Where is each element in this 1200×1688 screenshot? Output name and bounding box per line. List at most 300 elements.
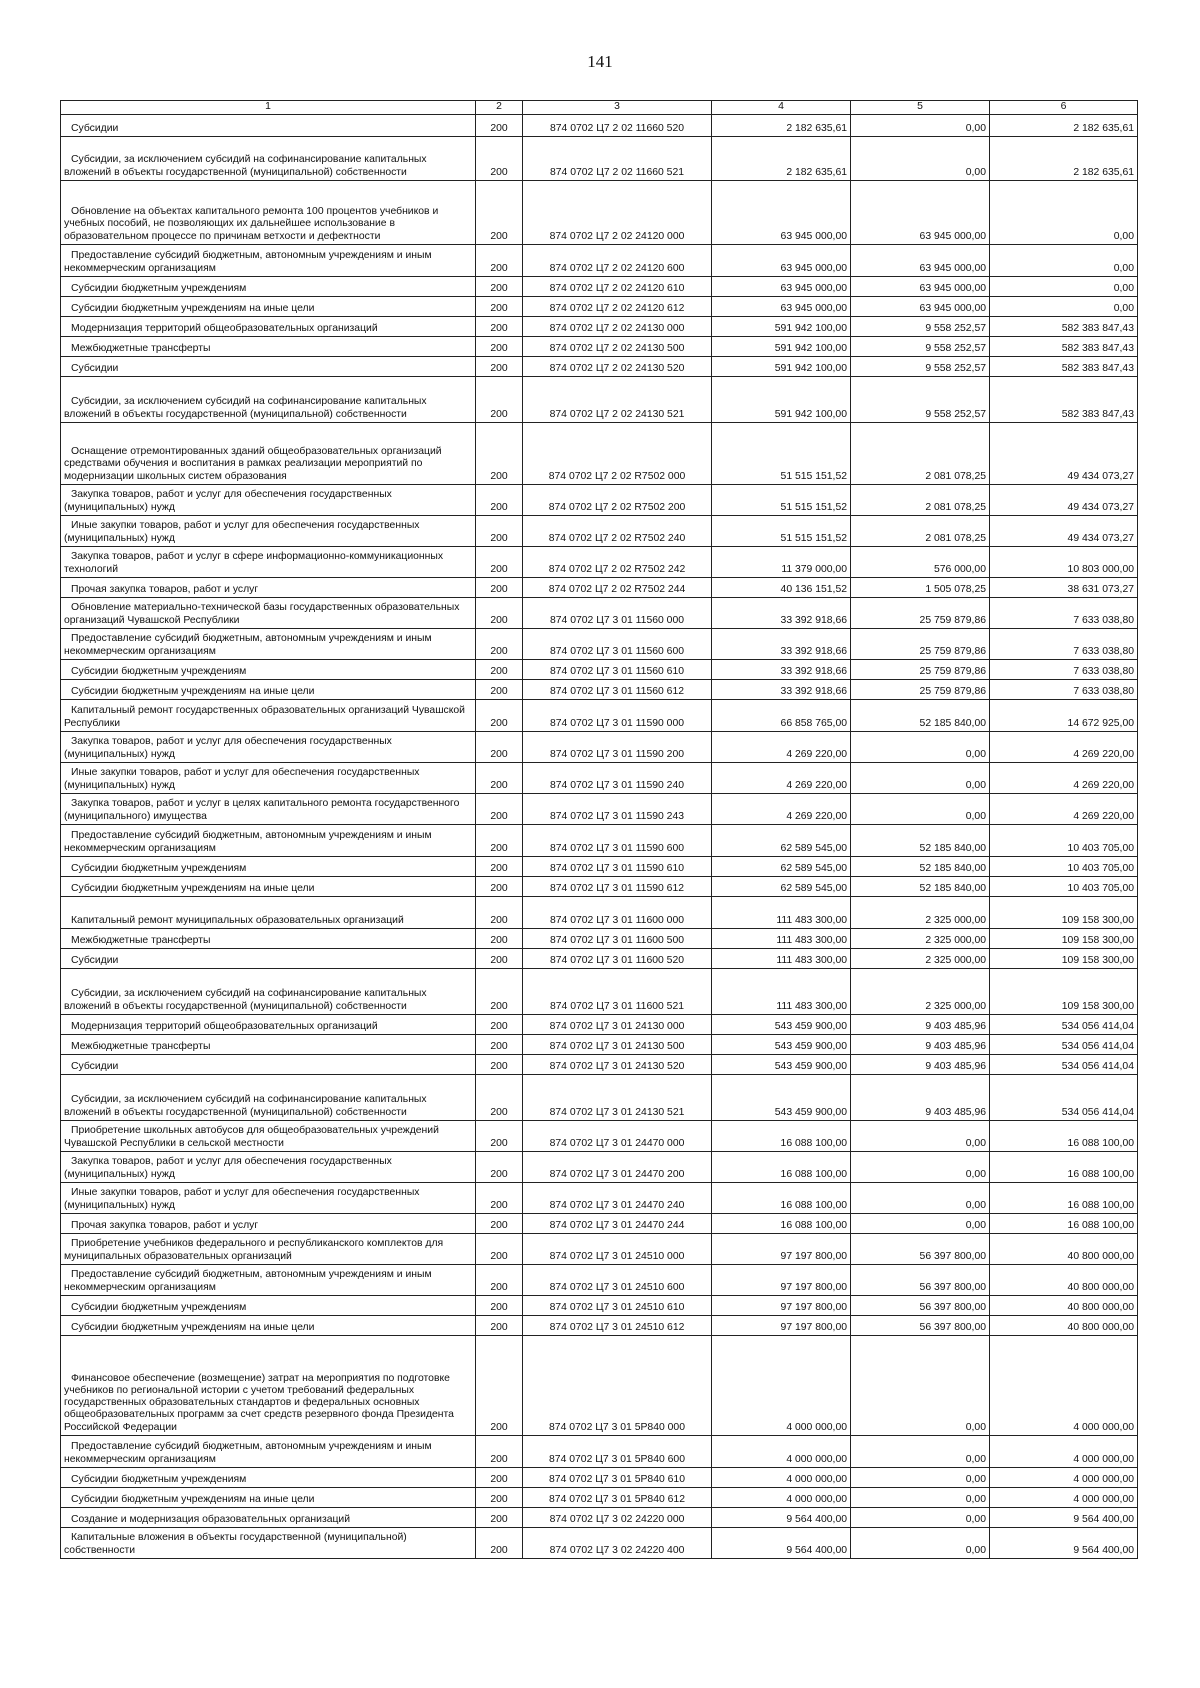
- row-line-code: 200: [476, 660, 523, 680]
- table-row: [61, 297, 1138, 317]
- row-amount-remaining: 16 088 100,00: [990, 1121, 1138, 1152]
- row-amount-remaining: 534 056 414,04: [990, 1055, 1138, 1075]
- row-name: Субсидии бюджетным учреждениям: [61, 1468, 476, 1488]
- row-amount-executed: 0,00: [851, 1436, 990, 1468]
- row-amount-plan: 4 000 000,00: [712, 1336, 851, 1436]
- row-amount-remaining: 10 403 705,00: [990, 877, 1138, 897]
- row-name: Межбюджетные трансферты: [61, 929, 476, 949]
- row-amount-executed: 63 945 000,00: [851, 181, 990, 245]
- row-amount-plan: 97 197 800,00: [712, 1316, 851, 1336]
- row-amount-plan: 33 392 918,66: [712, 629, 851, 660]
- row-amount-remaining: 582 383 847,43: [990, 337, 1138, 357]
- column-header-3: 3: [523, 101, 712, 115]
- row-amount-executed: 9 558 252,57: [851, 377, 990, 423]
- table-row: [61, 245, 1138, 277]
- row-amount-remaining: 4 269 220,00: [990, 732, 1138, 763]
- row-amount-remaining: 49 434 073,27: [990, 485, 1138, 516]
- row-name: Субсидии бюджетным учреждениям на иные цели: [61, 680, 476, 700]
- row-amount-executed: 0,00: [851, 1528, 990, 1559]
- row-classification-code: 874 0702 Ц7 3 01 5Р840 600: [523, 1436, 712, 1468]
- table-row: [61, 949, 1138, 969]
- row-amount-remaining: 534 056 414,04: [990, 1075, 1138, 1121]
- row-amount-executed: 9 558 252,57: [851, 317, 990, 337]
- row-classification-code: 874 0702 Ц7 3 01 11600 000: [523, 897, 712, 929]
- table-row: [61, 547, 1138, 578]
- row-amount-executed: 2 081 078,25: [851, 485, 990, 516]
- row-amount-plan: 63 945 000,00: [712, 181, 851, 245]
- row-amount-plan: 33 392 918,66: [712, 680, 851, 700]
- row-name: Субсидии бюджетным учреждениям: [61, 857, 476, 877]
- row-line-code: 200: [476, 1183, 523, 1214]
- row-amount-remaining: 16 088 100,00: [990, 1214, 1138, 1234]
- row-amount-executed: 25 759 879,86: [851, 680, 990, 700]
- row-amount-executed: 1 505 078,25: [851, 578, 990, 598]
- table-row: [61, 1015, 1138, 1035]
- row-name: Оснащение отремонтированных зданий общеобразовательных организаций средствами обучения и воспитания в рамках реализации мероприятий по модернизации школьных систем образования: [61, 423, 476, 485]
- table-row: [61, 115, 1138, 137]
- row-amount-executed: 25 759 879,86: [851, 598, 990, 629]
- row-classification-code: 874 0702 Ц7 3 01 5Р840 610: [523, 1468, 712, 1488]
- row-name: Приобретение учебников федерального и республиканского комплектов для муниципальных образовательных организаций: [61, 1234, 476, 1265]
- row-amount-plan: 33 392 918,66: [712, 598, 851, 629]
- row-amount-remaining: 16 088 100,00: [990, 1152, 1138, 1183]
- column-header-5: 5: [851, 101, 990, 115]
- row-line-code: 200: [476, 1436, 523, 1468]
- row-name: Обновление материально-технической базы государственных образовательных организаций Чувашской Республики: [61, 598, 476, 629]
- row-classification-code: 874 0702 Ц7 3 01 24470 000: [523, 1121, 712, 1152]
- table-row: [61, 1055, 1138, 1075]
- row-classification-code: 874 0702 Ц7 3 01 11590 243: [523, 794, 712, 825]
- column-header-6: 6: [990, 101, 1138, 115]
- row-name: Предоставление субсидий бюджетным, автономным учреждениям и иным некоммерческим организациям: [61, 1436, 476, 1468]
- row-amount-executed: 25 759 879,86: [851, 629, 990, 660]
- row-amount-plan: 4 269 220,00: [712, 794, 851, 825]
- row-amount-remaining: 40 800 000,00: [990, 1234, 1138, 1265]
- row-line-code: 200: [476, 1528, 523, 1559]
- row-classification-code: 874 0702 Ц7 3 01 24510 612: [523, 1316, 712, 1336]
- row-amount-remaining: 40 800 000,00: [990, 1265, 1138, 1296]
- row-classification-code: 874 0702 Ц7 3 01 11590 600: [523, 825, 712, 857]
- table-row: [61, 897, 1138, 929]
- row-amount-executed: 2 325 000,00: [851, 969, 990, 1015]
- row-name: Капитальный ремонт государственных образовательных организаций Чувашской Республики: [61, 700, 476, 732]
- row-name: Предоставление субсидий бюджетным, автономным учреждениям и иным некоммерческим организациям: [61, 629, 476, 660]
- row-amount-executed: 56 397 800,00: [851, 1296, 990, 1316]
- row-line-code: 200: [476, 1296, 523, 1316]
- row-classification-code: 874 0702 Ц7 2 02 11660 521: [523, 137, 712, 181]
- table-row: [61, 1152, 1138, 1183]
- row-amount-executed: 52 185 840,00: [851, 877, 990, 897]
- row-name: Обновление на объектах капитального ремонта 100 процентов учебников и учебных пособий, не позволяющих их дальнейшее использование в образовательном процессе по причинам ветхости и дефектности: [61, 181, 476, 245]
- table-row: [61, 1508, 1138, 1528]
- row-line-code: 200: [476, 337, 523, 357]
- row-line-code: 200: [476, 277, 523, 297]
- row-amount-executed: 9 558 252,57: [851, 337, 990, 357]
- row-classification-code: 874 0702 Ц7 2 02 24130 000: [523, 317, 712, 337]
- row-name: Закупка товаров, работ и услуг в целях капитального ремонта государственного (муниципального) имущества: [61, 794, 476, 825]
- row-classification-code: 874 0702 Ц7 3 01 11600 521: [523, 969, 712, 1015]
- row-amount-remaining: 109 158 300,00: [990, 949, 1138, 969]
- table-row: [61, 1075, 1138, 1121]
- row-name: Закупка товаров, работ и услуг для обеспечения государственных (муниципальных) нужд: [61, 485, 476, 516]
- column-header-1: 1: [61, 101, 476, 115]
- row-classification-code: 874 0702 Ц7 3 01 11560 612: [523, 680, 712, 700]
- row-classification-code: 874 0702 Ц7 2 02 R7502 000: [523, 423, 712, 485]
- row-line-code: 200: [476, 629, 523, 660]
- row-classification-code: 874 0702 Ц7 2 02 R7502 242: [523, 547, 712, 578]
- table-row: [61, 1214, 1138, 1234]
- column-header-4: 4: [712, 101, 851, 115]
- row-name: Субсидии бюджетным учреждениям на иные цели: [61, 1488, 476, 1508]
- row-line-code: 200: [476, 297, 523, 317]
- table-row: [61, 485, 1138, 516]
- row-name: Субсидии: [61, 1055, 476, 1075]
- row-classification-code: 874 0702 Ц7 3 01 11600 500: [523, 929, 712, 949]
- row-line-code: 200: [476, 1075, 523, 1121]
- row-line-code: 200: [476, 732, 523, 763]
- row-amount-remaining: 534 056 414,04: [990, 1035, 1138, 1055]
- row-line-code: 200: [476, 929, 523, 949]
- row-amount-remaining: 10 803 000,00: [990, 547, 1138, 578]
- table-row: [61, 857, 1138, 877]
- row-amount-remaining: 7 633 038,80: [990, 598, 1138, 629]
- row-amount-remaining: 109 158 300,00: [990, 929, 1138, 949]
- row-name: Закупка товаров, работ и услуг в сфере информационно-коммуникационных технологий: [61, 547, 476, 578]
- row-name: Субсидии бюджетным учреждениям: [61, 660, 476, 680]
- row-amount-executed: 9 403 485,96: [851, 1035, 990, 1055]
- row-name: Субсидии: [61, 357, 476, 377]
- row-line-code: 200: [476, 547, 523, 578]
- row-amount-plan: 63 945 000,00: [712, 277, 851, 297]
- row-amount-remaining: 582 383 847,43: [990, 317, 1138, 337]
- row-amount-plan: 591 942 100,00: [712, 377, 851, 423]
- row-name: Субсидии, за исключением субсидий на софинансирование капитальных вложений в объекты государственной (муниципальной) собственности: [61, 137, 476, 181]
- row-classification-code: 874 0702 Ц7 2 02 24120 610: [523, 277, 712, 297]
- row-amount-executed: 25 759 879,86: [851, 660, 990, 680]
- row-amount-executed: 56 397 800,00: [851, 1265, 990, 1296]
- row-name: Субсидии, за исключением субсидий на софинансирование капитальных вложений в объекты государственной (муниципальной) собственности: [61, 1075, 476, 1121]
- table-row: [61, 137, 1138, 181]
- row-amount-remaining: 14 672 925,00: [990, 700, 1138, 732]
- row-name: Предоставление субсидий бюджетным, автономным учреждениям и иным некоммерческим организациям: [61, 825, 476, 857]
- row-amount-plan: 97 197 800,00: [712, 1296, 851, 1316]
- table-row: [61, 1488, 1138, 1508]
- row-amount-plan: 2 182 635,61: [712, 115, 851, 137]
- row-line-code: 200: [476, 1121, 523, 1152]
- table-row: [61, 1035, 1138, 1055]
- row-name: Иные закупки товаров, работ и услуг для обеспечения государственных (муниципальных) нужд: [61, 763, 476, 794]
- row-line-code: 200: [476, 137, 523, 181]
- row-amount-remaining: 40 800 000,00: [990, 1296, 1138, 1316]
- row-amount-executed: 9 403 485,96: [851, 1055, 990, 1075]
- row-amount-executed: 2 325 000,00: [851, 897, 990, 929]
- table-row: [61, 1121, 1138, 1152]
- row-amount-remaining: 582 383 847,43: [990, 357, 1138, 377]
- row-amount-remaining: 109 158 300,00: [990, 969, 1138, 1015]
- row-name: Субсидии: [61, 949, 476, 969]
- row-amount-executed: 0,00: [851, 763, 990, 794]
- row-amount-executed: 9 403 485,96: [851, 1075, 990, 1121]
- row-amount-remaining: 0,00: [990, 277, 1138, 297]
- table-row: [61, 763, 1138, 794]
- row-amount-executed: 0,00: [851, 1468, 990, 1488]
- row-line-code: 200: [476, 245, 523, 277]
- table-row: [61, 1183, 1138, 1214]
- row-amount-remaining: 4 000 000,00: [990, 1336, 1138, 1436]
- table-row: [61, 660, 1138, 680]
- row-amount-plan: 62 589 545,00: [712, 825, 851, 857]
- row-amount-remaining: 109 158 300,00: [990, 897, 1138, 929]
- table-row: [61, 1528, 1138, 1559]
- table-row: [61, 337, 1138, 357]
- row-classification-code: 874 0702 Ц7 3 01 24510 000: [523, 1234, 712, 1265]
- row-amount-plan: 543 459 900,00: [712, 1055, 851, 1075]
- row-amount-plan: 543 459 900,00: [712, 1035, 851, 1055]
- row-amount-remaining: 7 633 038,80: [990, 629, 1138, 660]
- row-amount-executed: 0,00: [851, 794, 990, 825]
- row-amount-plan: 9 564 400,00: [712, 1528, 851, 1559]
- row-line-code: 200: [476, 1015, 523, 1035]
- row-amount-remaining: 7 633 038,80: [990, 680, 1138, 700]
- row-line-code: 200: [476, 423, 523, 485]
- table-row: [61, 929, 1138, 949]
- row-line-code: 200: [476, 115, 523, 137]
- row-amount-remaining: 49 434 073,27: [990, 516, 1138, 547]
- row-line-code: 200: [476, 877, 523, 897]
- row-line-code: 200: [476, 578, 523, 598]
- row-amount-plan: 16 088 100,00: [712, 1152, 851, 1183]
- row-amount-remaining: 38 631 073,27: [990, 578, 1138, 598]
- table-row: [61, 357, 1138, 377]
- row-classification-code: 874 0702 Ц7 3 01 11590 000: [523, 700, 712, 732]
- page-number: 141: [587, 52, 613, 71]
- row-amount-plan: 111 483 300,00: [712, 929, 851, 949]
- row-amount-plan: 97 197 800,00: [712, 1234, 851, 1265]
- table-row: [61, 377, 1138, 423]
- row-amount-executed: 63 945 000,00: [851, 245, 990, 277]
- row-amount-executed: 0,00: [851, 1488, 990, 1508]
- row-name: Финансовое обеспечение (возмещение) затрат на мероприятия по подготовке учебников по региональной истории с учетом требований федеральных государственных образовательных стандартов и федеральных основных общеобразовательных программ за счет средств резервного фонда Президента Российской Федерации: [61, 1336, 476, 1436]
- row-amount-executed: 52 185 840,00: [851, 857, 990, 877]
- row-line-code: 200: [476, 1152, 523, 1183]
- row-name: Предоставление субсидий бюджетным, автономным учреждениям и иным некоммерческим организациям: [61, 245, 476, 277]
- row-amount-executed: 0,00: [851, 1152, 990, 1183]
- row-amount-plan: 33 392 918,66: [712, 660, 851, 680]
- row-line-code: 200: [476, 377, 523, 423]
- row-name: Капитальный ремонт муниципальных образовательных организаций: [61, 897, 476, 929]
- row-amount-plan: 591 942 100,00: [712, 317, 851, 337]
- row-line-code: 200: [476, 825, 523, 857]
- table-row: [61, 877, 1138, 897]
- row-name: Иные закупки товаров, работ и услуг для обеспечения государственных (муниципальных) нужд: [61, 1183, 476, 1214]
- row-amount-executed: 52 185 840,00: [851, 700, 990, 732]
- row-name: Модернизация территорий общеобразовательных организаций: [61, 1015, 476, 1035]
- table-row: [61, 825, 1138, 857]
- row-amount-executed: 56 397 800,00: [851, 1234, 990, 1265]
- row-amount-remaining: 2 182 635,61: [990, 115, 1138, 137]
- table-row: [61, 598, 1138, 629]
- row-amount-remaining: 10 403 705,00: [990, 825, 1138, 857]
- row-line-code: 200: [476, 1468, 523, 1488]
- table-row: [61, 317, 1138, 337]
- row-name: Субсидии бюджетным учреждениям на иные цели: [61, 877, 476, 897]
- row-classification-code: 874 0702 Ц7 3 01 24510 600: [523, 1265, 712, 1296]
- table-row: [61, 578, 1138, 598]
- row-amount-executed: 0,00: [851, 1121, 990, 1152]
- row-name: Субсидии, за исключением субсидий на софинансирование капитальных вложений в объекты государственной (муниципальной) собственности: [61, 969, 476, 1015]
- row-line-code: 200: [476, 1508, 523, 1528]
- row-name: Субсидии бюджетным учреждениям: [61, 1296, 476, 1316]
- row-classification-code: 874 0702 Ц7 2 02 24130 500: [523, 337, 712, 357]
- table-row: [61, 1336, 1138, 1436]
- row-amount-executed: 9 403 485,96: [851, 1015, 990, 1035]
- row-classification-code: 874 0702 Ц7 3 01 11590 610: [523, 857, 712, 877]
- table-row: [61, 181, 1138, 245]
- row-line-code: 200: [476, 516, 523, 547]
- table-row: [61, 969, 1138, 1015]
- row-classification-code: 874 0702 Ц7 3 01 11590 200: [523, 732, 712, 763]
- row-classification-code: 874 0702 Ц7 2 02 R7502 240: [523, 516, 712, 547]
- row-amount-remaining: 534 056 414,04: [990, 1015, 1138, 1035]
- table-row: [61, 1468, 1138, 1488]
- table-row: [61, 423, 1138, 485]
- row-name: Межбюджетные трансферты: [61, 337, 476, 357]
- row-amount-executed: 0,00: [851, 1508, 990, 1528]
- row-amount-remaining: 4 269 220,00: [990, 763, 1138, 794]
- row-line-code: 200: [476, 1234, 523, 1265]
- row-line-code: 200: [476, 1336, 523, 1436]
- row-amount-executed: 576 000,00: [851, 547, 990, 578]
- row-classification-code: 874 0702 Ц7 2 02 R7502 200: [523, 485, 712, 516]
- row-classification-code: 874 0702 Ц7 2 02 24130 520: [523, 357, 712, 377]
- row-amount-executed: 63 945 000,00: [851, 297, 990, 317]
- row-amount-executed: 2 081 078,25: [851, 423, 990, 485]
- row-line-code: 200: [476, 181, 523, 245]
- row-amount-plan: 62 589 545,00: [712, 877, 851, 897]
- row-amount-plan: 4 269 220,00: [712, 732, 851, 763]
- row-amount-plan: 111 483 300,00: [712, 969, 851, 1015]
- row-amount-remaining: 0,00: [990, 245, 1138, 277]
- row-amount-plan: 51 515 151,52: [712, 516, 851, 547]
- row-amount-remaining: 10 403 705,00: [990, 857, 1138, 877]
- row-classification-code: 874 0702 Ц7 2 02 11660 520: [523, 115, 712, 137]
- row-amount-executed: 2 325 000,00: [851, 929, 990, 949]
- row-amount-executed: 2 325 000,00: [851, 949, 990, 969]
- row-amount-remaining: 16 088 100,00: [990, 1183, 1138, 1214]
- row-line-code: 200: [476, 485, 523, 516]
- row-classification-code: 874 0702 Ц7 3 01 11600 520: [523, 949, 712, 969]
- row-line-code: 200: [476, 794, 523, 825]
- row-amount-plan: 16 088 100,00: [712, 1121, 851, 1152]
- row-line-code: 200: [476, 357, 523, 377]
- row-amount-plan: 63 945 000,00: [712, 245, 851, 277]
- row-classification-code: 874 0702 Ц7 3 01 24130 520: [523, 1055, 712, 1075]
- table-row: [61, 516, 1138, 547]
- row-name: Субсидии бюджетным учреждениям на иные цели: [61, 297, 476, 317]
- row-classification-code: 874 0702 Ц7 3 01 11560 610: [523, 660, 712, 680]
- row-classification-code: 874 0702 Ц7 3 02 24220 400: [523, 1528, 712, 1559]
- row-amount-executed: 9 558 252,57: [851, 357, 990, 377]
- row-line-code: 200: [476, 857, 523, 877]
- row-amount-executed: 56 397 800,00: [851, 1316, 990, 1336]
- table-header: [61, 101, 1138, 115]
- row-amount-plan: 97 197 800,00: [712, 1265, 851, 1296]
- row-amount-executed: 0,00: [851, 732, 990, 763]
- row-amount-remaining: 9 564 400,00: [990, 1528, 1138, 1559]
- row-amount-plan: 9 564 400,00: [712, 1508, 851, 1528]
- table-body: [61, 115, 1138, 1559]
- row-amount-plan: 111 483 300,00: [712, 949, 851, 969]
- row-amount-plan: 40 136 151,52: [712, 578, 851, 598]
- row-amount-remaining: 4 269 220,00: [990, 794, 1138, 825]
- row-name: Иные закупки товаров, работ и услуг для обеспечения государственных (муниципальных) нужд: [61, 516, 476, 547]
- row-name: Субсидии, за исключением субсидий на софинансирование капитальных вложений в объекты государственной (муниципальной) собственности: [61, 377, 476, 423]
- table-row: [61, 1234, 1138, 1265]
- row-classification-code: 874 0702 Ц7 3 01 11590 612: [523, 877, 712, 897]
- row-amount-executed: 63 945 000,00: [851, 277, 990, 297]
- row-amount-remaining: 582 383 847,43: [990, 377, 1138, 423]
- row-classification-code: 874 0702 Ц7 3 01 24130 521: [523, 1075, 712, 1121]
- table-row: [61, 732, 1138, 763]
- table-row: [61, 680, 1138, 700]
- row-classification-code: 874 0702 Ц7 2 02 24120 000: [523, 181, 712, 245]
- row-classification-code: 874 0702 Ц7 3 01 24510 610: [523, 1296, 712, 1316]
- row-name: Субсидии: [61, 115, 476, 137]
- row-classification-code: 874 0702 Ц7 3 01 5Р840 000: [523, 1336, 712, 1436]
- row-amount-plan: 16 088 100,00: [712, 1214, 851, 1234]
- row-amount-plan: 111 483 300,00: [712, 897, 851, 929]
- row-name: Создание и модернизация образовательных организаций: [61, 1508, 476, 1528]
- row-classification-code: 874 0702 Ц7 3 01 11590 240: [523, 763, 712, 794]
- row-amount-remaining: 40 800 000,00: [990, 1316, 1138, 1336]
- row-classification-code: 874 0702 Ц7 3 01 24130 000: [523, 1015, 712, 1035]
- row-amount-remaining: 2 182 635,61: [990, 137, 1138, 181]
- row-line-code: 200: [476, 1488, 523, 1508]
- row-line-code: 200: [476, 1055, 523, 1075]
- row-line-code: 200: [476, 317, 523, 337]
- row-amount-remaining: 4 000 000,00: [990, 1488, 1138, 1508]
- table-row: [61, 700, 1138, 732]
- row-amount-plan: 51 515 151,52: [712, 423, 851, 485]
- row-amount-executed: 0,00: [851, 115, 990, 137]
- row-name: Капитальные вложения в объекты государственной (муниципальной) собственности: [61, 1528, 476, 1559]
- row-line-code: 200: [476, 700, 523, 732]
- row-line-code: 200: [476, 1265, 523, 1296]
- header-row: [61, 101, 1138, 115]
- table-row: [61, 1296, 1138, 1316]
- row-amount-remaining: 0,00: [990, 297, 1138, 317]
- row-classification-code: 874 0702 Ц7 3 01 24470 240: [523, 1183, 712, 1214]
- row-amount-executed: 2 081 078,25: [851, 516, 990, 547]
- row-name: Межбюджетные трансферты: [61, 1035, 476, 1055]
- row-classification-code: 874 0702 Ц7 3 01 5Р840 612: [523, 1488, 712, 1508]
- table-row: [61, 794, 1138, 825]
- row-classification-code: 874 0702 Ц7 3 01 24130 500: [523, 1035, 712, 1055]
- column-header-2: 2: [476, 101, 523, 115]
- row-line-code: 200: [476, 969, 523, 1015]
- row-amount-plan: 543 459 900,00: [712, 1015, 851, 1035]
- row-line-code: 200: [476, 949, 523, 969]
- row-name: Прочая закупка товаров, работ и услуг: [61, 578, 476, 598]
- table-row: [61, 1316, 1138, 1336]
- row-amount-plan: 543 459 900,00: [712, 1075, 851, 1121]
- row-amount-plan: 4 000 000,00: [712, 1436, 851, 1468]
- row-amount-executed: 0,00: [851, 1336, 990, 1436]
- row-amount-remaining: 0,00: [990, 181, 1138, 245]
- row-amount-plan: 11 379 000,00: [712, 547, 851, 578]
- row-amount-remaining: 4 000 000,00: [990, 1468, 1138, 1488]
- row-classification-code: 874 0702 Ц7 3 01 11560 000: [523, 598, 712, 629]
